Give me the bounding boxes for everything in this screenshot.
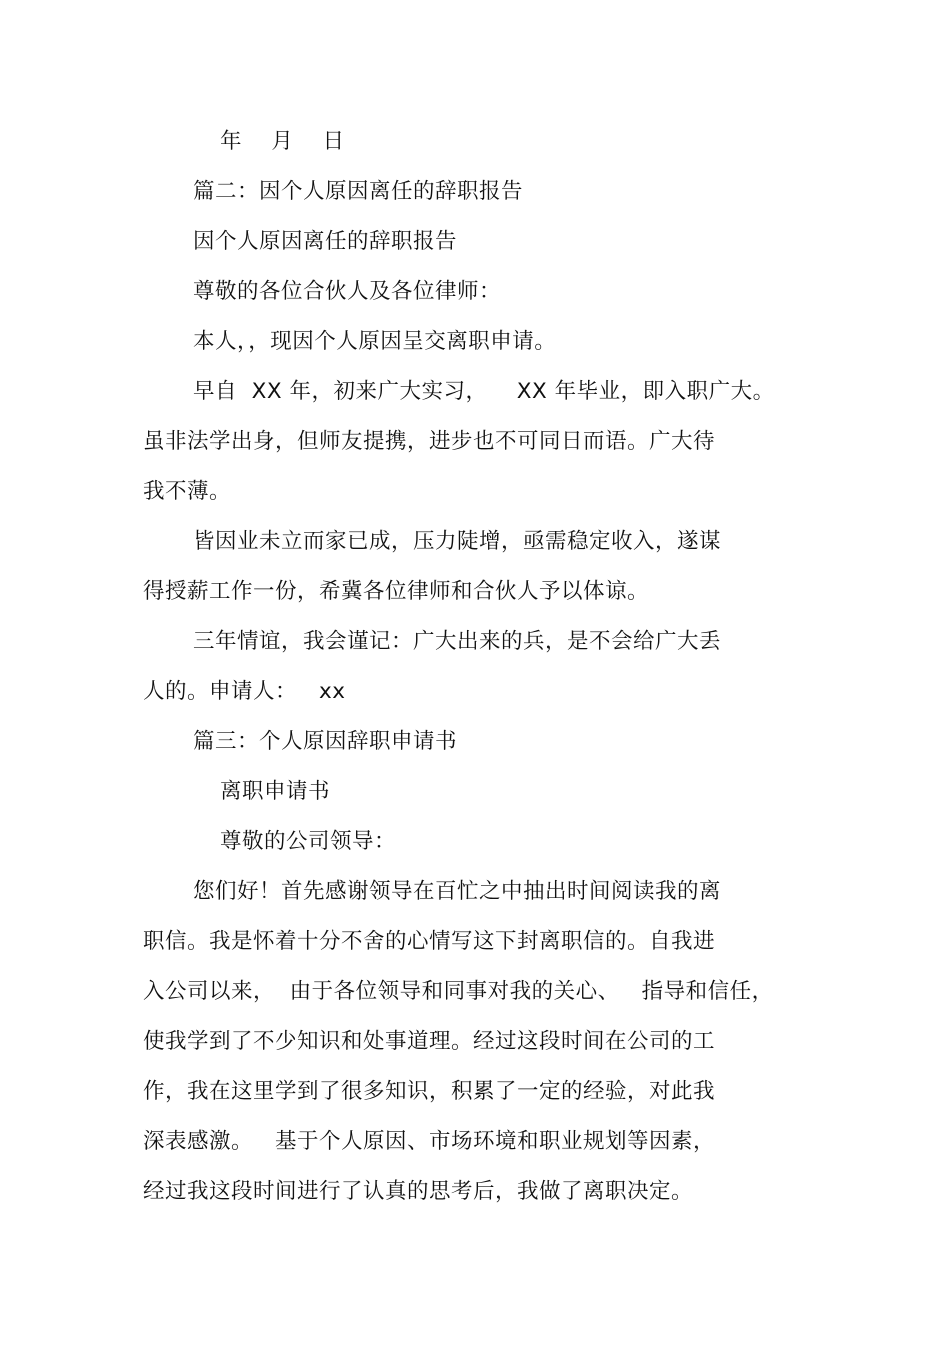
salutation: 尊敬的公司领导： bbox=[220, 829, 397, 854]
section-heading-3: 篇三：个人原因辞职申请书 bbox=[193, 729, 458, 754]
paragraph-line: 皆因业未立而家已成，压力陡增，亟需稳定收入，遂谋 bbox=[193, 529, 722, 554]
applicant-line: 人的。申请人： xx bbox=[143, 679, 346, 704]
paragraph-line: 使我学到了不少知识和处事道理。经过这段时间在公司的工 bbox=[143, 1029, 716, 1054]
report-title: 因个人原因离任的辞职报告 bbox=[193, 229, 458, 254]
paragraph-line: 我不薄。 bbox=[143, 479, 232, 504]
date-line: 年 月 日 bbox=[220, 129, 345, 154]
paragraph-line: 职信。我是怀着十分不舍的心情写这下封离职信的。自我进 bbox=[143, 929, 716, 954]
paragraph-line: 早自 XX 年，初来广大实习， XX 年毕业，即入职广大。 bbox=[193, 379, 775, 404]
letter-title: 离职申请书 bbox=[220, 779, 331, 804]
paragraph-line: 入公司以来， 由于各位领导和同事对我的关心、 指导和信任， bbox=[143, 979, 774, 1004]
paragraph-line: 虽非法学出身，但师友提携，进步也不可同日而语。广大待 bbox=[143, 429, 716, 454]
section-heading-2: 篇二：因个人原因离任的辞职报告 bbox=[193, 179, 524, 204]
paragraph-line: 得授薪工作一份，希冀各位律师和合伙人予以体谅。 bbox=[143, 579, 650, 604]
paragraph-line: 作，我在这里学到了很多知识，积累了一定的经验，对此我 bbox=[143, 1079, 716, 1104]
paragraph-line: 深表感激。 基于个人原因、市场环境和职业规划等因素， bbox=[143, 1129, 716, 1154]
paragraph-line: 您们好！首先感谢领导在百忙之中抽出时间阅读我的离 bbox=[193, 879, 722, 904]
salutation: 尊敬的各位合伙人及各位律师： bbox=[193, 279, 502, 304]
paragraph-line: 本人，，现因个人原因呈交离职申请。 bbox=[193, 329, 557, 354]
paragraph-line: 三年情谊，我会谨记：广大出来的兵，是不会给广大丢 bbox=[193, 629, 722, 654]
paragraph-line: 经过我这段时间进行了认真的思考后，我做了离职决定。 bbox=[143, 1179, 694, 1204]
